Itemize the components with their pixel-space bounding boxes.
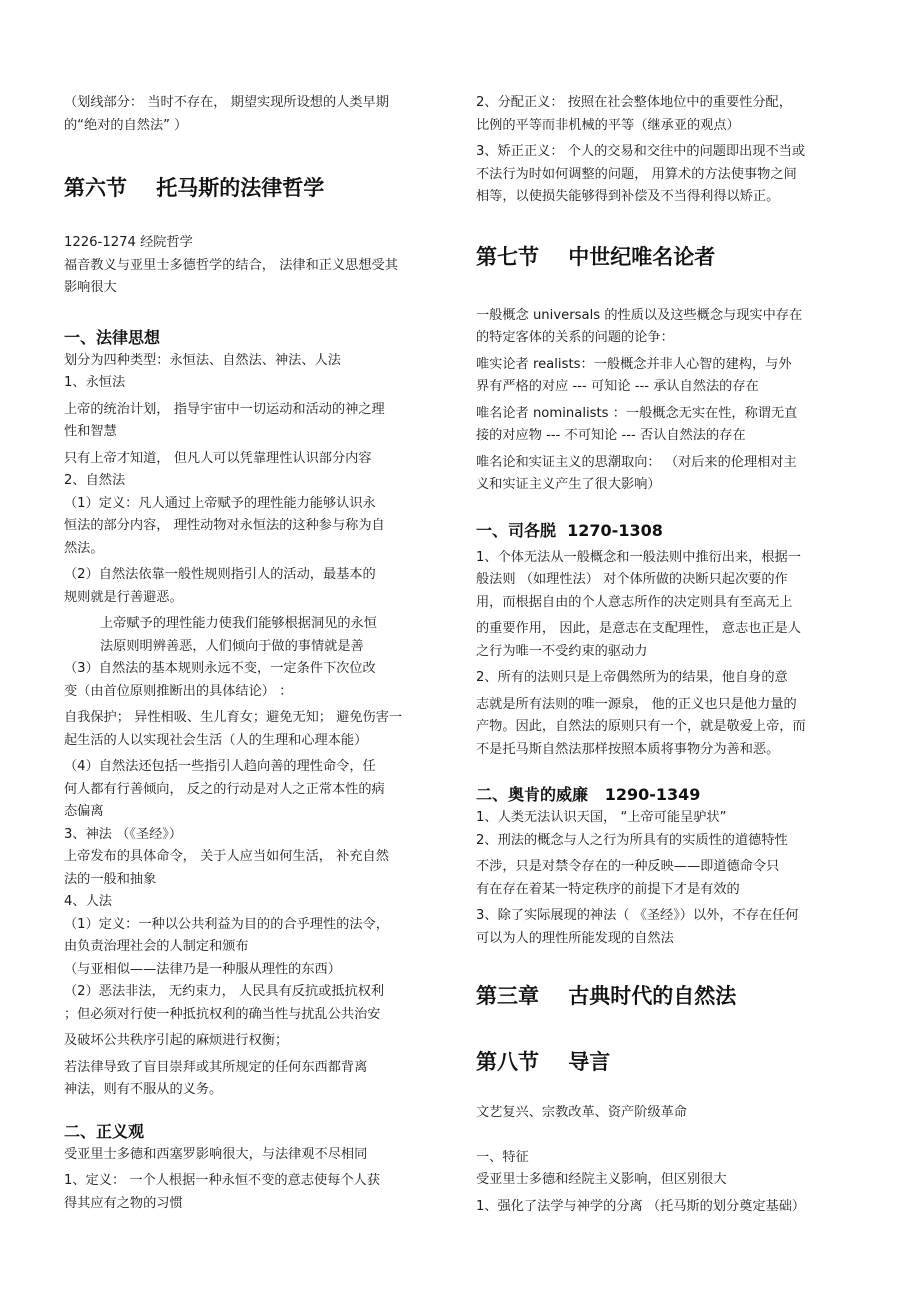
- natural-law-moral: （4）自然法还包括一些指引人趋向善的理性命令，任 何人都有行善倾向， 反之的行动是对人之正常本性的病 态偏离: [64, 759, 385, 819]
- ockham-heading: 二、奥肯的威廉 1290-1349: [476, 785, 701, 804]
- eternal-law-label: 1、永恒法: [64, 375, 126, 390]
- ockham-point-1: 1、人类无法认识天国， “上帝可能呈驴状”: [476, 810, 727, 825]
- human-law-disobedience: 若法律导致了盲目崇拜或其所规定的任何东西都背离 神法，则有不服从的义务。: [64, 1059, 368, 1097]
- section-7-title: 第七节 中世纪唯名论者: [476, 243, 716, 269]
- eternal-law-definition: 上帝的统治计划， 指导宇宙中一切运动和活动的神之理 性和智慧: [64, 401, 385, 439]
- ockham-point-2-cont: 不涉，只是对禁令存在的一种反映——即道德命令只 有在存在着某一特定秩序的前提下才是有效的: [476, 859, 780, 897]
- ockham-point-2: 2、刑法的概念与人之行为所具有的实质性的道德特性: [476, 832, 788, 848]
- summary-text: 福音教义与亚里士多德哲学的结合， 法律和正义思想受其 影响很大: [64, 257, 398, 295]
- left-column: [64, 92, 448, 1215]
- features-heading: 一、特征: [476, 1149, 529, 1165]
- section-6-title: 第六节 托马斯的法律哲学: [64, 175, 325, 200]
- scotus-point-1-cont: 的重要作用， 因此，是意志在支配理性， 意志也正是人 之行为唯一不受约束的驱动力: [476, 621, 801, 659]
- features-point-1: 1、强化了法学与神学的分离 （托马斯的划分奠定基础）: [476, 1198, 806, 1214]
- human-law-label: 4、人法: [64, 894, 112, 909]
- universals-text: 一般概念 universals 的性质以及这些概念与现实中存在 的特定客体的关系的问题的论争：: [476, 307, 803, 345]
- right-column: [476, 92, 848, 1218]
- ockham-point-3: 3、除了实际展现的神法（ 《圣经》）以外，不存在任何 可以为人的理性所能发现的自然法: [476, 908, 799, 946]
- law-thought-heading: 一、法律思想: [64, 327, 161, 347]
- natural-law-definition: （1）定义：凡人通过上帝赋予的理性能力能够认识永 恒法的部分内容， 理性动物对永恒法的这种参与称为自 然法。: [64, 495, 385, 556]
- section-8-title: 第八节 导言: [476, 1049, 611, 1074]
- natural-law-reason: 上帝赋予的理性能力使我们能够根据洞见的永恒 法原则明辨善恶，人们倾向于做的事情就是善: [100, 616, 377, 654]
- chapter-3-title: 第三章 古典时代的自然法: [476, 983, 737, 1008]
- realists-text: 唯实论者 realists：一般概念并非人心智的建构，与外 界有严格的对应 --- 可知论 --- 承认自然法的存在: [476, 356, 792, 394]
- human-law-definition: （1）定义：一种以公共利益为目的的合乎理性的法令， 由负责治理社会的人制定和颁布 （与亚相似——法律乃是一种服从理性的东西）: [64, 916, 389, 977]
- human-law-evil-law: （2）恶法非法， 无约束力， 人民具有反抗或抵抗权利 ；但必须对行使一种抵抗权利的确当性与扰乱公共治安: [64, 984, 385, 1022]
- corrective-justice: 3、矫正正义： 个人的交易和交往中的问题即出现不当或 不法行为时如何调整的问题， 用算术的方法使事物之间 相等，以使损失能够得到补偿及不当得利得以矫正。: [476, 144, 806, 204]
- renaissance-text: 文艺复兴、宗教改革、资产阶级革命: [476, 1105, 687, 1120]
- justice-intro: 受亚里士多德和西塞罗影响很大，与法律观不尽相同: [64, 1146, 368, 1162]
- divine-law-label: 3、神法 （《圣经》）: [64, 826, 183, 842]
- dates-line: 1226-1274 经院哲学: [64, 235, 193, 250]
- scotus-point-2: 2、所有的法则只是上帝偶然所为的结果，他自身的意: [476, 670, 788, 685]
- scotus-point-1: 1、个体无法从一般概念和一般法则中推衍出来，根据一 般法则 （如理性法） 对个体所做的决断只起次要的作 用，而根据自由的个人意志所作的决定则具有至高无上: [476, 549, 801, 610]
- justice-definition: 1、定义： 一个人根据一种永恒不变的意志使每个人获 得其应有之物的习惯: [64, 1173, 380, 1211]
- law-types-text: 划分为四种类型：永恒法、自然法、神法、人法: [64, 352, 341, 368]
- natural-law-label: 2、自然法: [64, 473, 126, 488]
- human-law-weighing: 及破坏公共秩序引起的麻烦进行权衡；: [64, 1033, 289, 1048]
- natural-law-basic-rule: （3）自然法的基本规则永远不变，一定条件下次位改 变（由首位原则推断出的具体结论） ：: [64, 661, 376, 699]
- features-intro: 受亚里士多德和经院主义影响，但区别很大: [476, 1172, 727, 1187]
- eternal-law-knowledge: 只有上帝才知道， 但凡人可以凭靠理性认识部分内容: [64, 450, 372, 466]
- natural-law-rule: （2）自然法依靠一般性规则指引人的活动，最基本的 规则就是行善避恶。: [64, 567, 376, 605]
- nominalists-text: 唯名论者 nominalists ：一般概念无实在性，称谓无直 接的对应物 --- 不可知论 --- 否认自然法的存在: [476, 405, 798, 443]
- natural-law-examples: 自我保护； 异性相吸、生儿育女；避免无知； 避免伤害一 起生活的人以实现社会生活（人的生理和心理本能）: [64, 710, 403, 748]
- scotus-point-2-cont: 志就是所有法则的唯一源泉， 他的正义也只是他力量的 产物。因此，自然法的原则只有一个，就是敬爱上帝，而 不是托马斯自然法那样按照本质将事物分为善和恶。: [476, 696, 806, 757]
- nominalism-trend: 唯名论和实证主义的思潮取向： （对后来的伦理相对主 义和实证主义产生了很大影响）: [476, 454, 797, 492]
- intro-note: （划线部分： 当时不存在， 期望实现所设想的人类早期 的“绝对的自然法” ）: [64, 95, 389, 133]
- scotus-heading: 一、司各脱 1270-1308: [476, 520, 663, 540]
- distributive-justice: 2、分配正义： 按照在社会整体地位中的重要性分配， 比例的平等而非机械的平等（继承亚的观点）: [476, 95, 792, 133]
- justice-heading: 二、正义观: [64, 1121, 145, 1141]
- divine-law-definition: 上帝发布的具体命令， 关于人应当如何生活， 补充自然 法的一般和抽象: [64, 849, 389, 887]
